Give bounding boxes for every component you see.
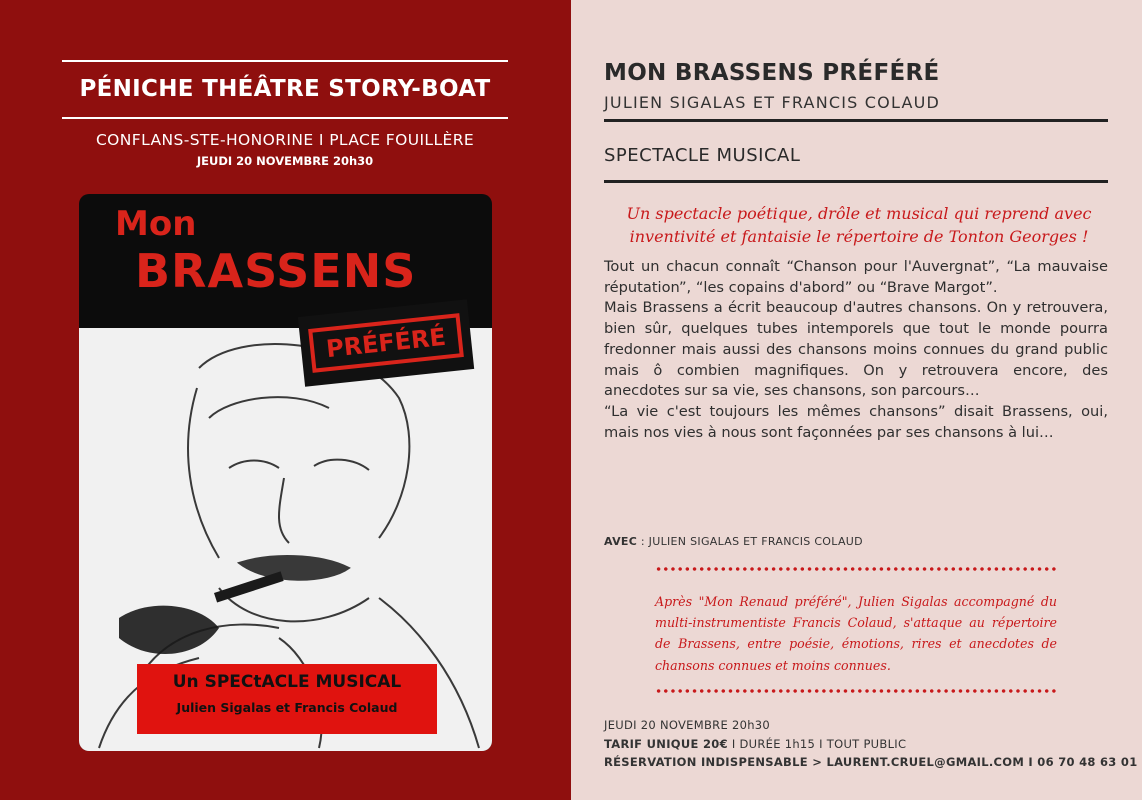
- show-description: [604, 257, 1108, 443]
- top-rule: [62, 60, 508, 62]
- event-date: JEUDI 20 NOVEMBRE 20h30: [196, 154, 374, 168]
- description-paragraph: Tout un chacun connaît “Chanson pour l'Auvergnat”, “La mauvaise réputation”, “les copains d'abord” ou “Brave Margot”.: [604, 258, 1108, 296]
- venue-rule: [62, 117, 508, 119]
- cast-names: : JULIEN SIGALAS ET FRANCIS COLAUD: [637, 535, 863, 548]
- info-tarif: [604, 737, 906, 751]
- title-rule: [604, 119, 1108, 122]
- poster-band-line2: Julien Sigalas et Francis Colaud: [176, 700, 398, 715]
- genre-rule: [604, 180, 1108, 183]
- info-reservation: [604, 755, 1138, 769]
- poster-band-line1: Un SPECtACLE MUSICAL: [172, 672, 402, 692]
- show-genre: SPECTACLE MUSICAL: [604, 145, 801, 166]
- show-authors: JULIEN SIGALAS ET FRANCIS COLAUD: [604, 93, 941, 112]
- description-paragraph: Mais Brassens a écrit beaucoup d'autres chansons. On y retrouvera, bien sûr, quelques tubes intemporels que tout le monde pourra fredonner mais aussi des chansons moins connues du grand public mais ô combien magnifiques. On y retrouvera encore, des anecdotes sur sa vie, ses chansons, son parcours…: [604, 299, 1108, 400]
- poster-red-band: [137, 664, 437, 734]
- cast-line: [604, 535, 863, 548]
- venue-title: PÉNICHE THÉÂTRE STORY-BOAT: [79, 76, 491, 102]
- show-tagline: Un spectacle poétique, drôle et musical qui reprend avec inventivité et fantaisie le répertoire de Tonton Georges !: [626, 204, 1092, 246]
- poster-mon-text: Mon: [115, 204, 197, 244]
- show-quote: Après "Mon Renaud préféré", Julien Sigalas accompagné du multi-instrumentiste Francis Colaud, s'attaque au répertoire de Brassens, entre poésie, émotions, rires et anecdotes de chansons connues et moins connues.: [655, 594, 1057, 673]
- description-paragraph: “La vie c'est toujours les mêmes chansons” disait Brassens, oui, mais nos vies à nous sont façonnées par ses chansons à lui…: [604, 402, 1108, 441]
- dotted-divider-top: [655, 567, 1057, 571]
- reservation-text: RÉSERVATION INDISPENSABLE > LAURENT.CRUEL@GMAIL.COM I 06 70 48 63 01: [604, 755, 1138, 769]
- poster-brassens-text: BRASSENS: [135, 244, 417, 298]
- tarif-details: I DURÉE 1h15 I TOUT PUBLIC: [727, 737, 907, 751]
- right-panel: [571, 0, 1142, 800]
- info-date: JEUDI 20 NOVEMBRE 20h30: [604, 718, 771, 732]
- show-title: MON BRASSENS PRÉFÉRÉ: [604, 60, 940, 86]
- poster-prefere-text: PRÉFÉRÉ: [308, 313, 464, 373]
- show-poster: [79, 194, 492, 751]
- cast-label: AVEC: [604, 535, 638, 548]
- location-line: CONFLANS-STE-HONORINE I PLACE FOUILLÈRE: [95, 131, 475, 149]
- tarif-label: TARIF UNIQUE 20€: [604, 737, 728, 751]
- dotted-divider-bottom: [655, 689, 1057, 693]
